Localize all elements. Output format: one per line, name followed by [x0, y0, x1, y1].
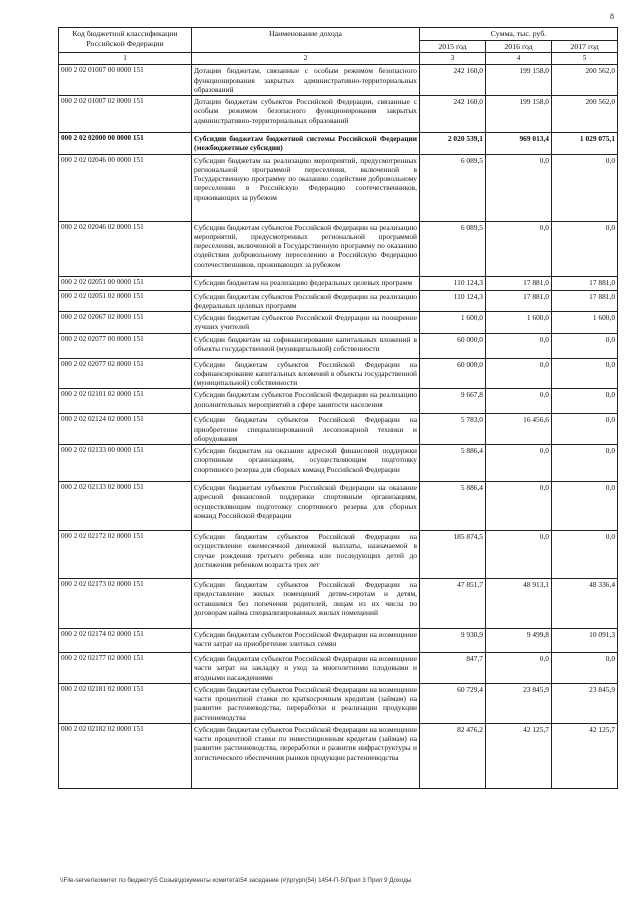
amount-2015: 1 600,0: [420, 312, 486, 334]
amount-2016: 17 881,0: [486, 276, 552, 290]
amount-2016: 9 499,8: [486, 629, 552, 653]
income-name: Субсидии бюджетам на реализацию мероприятий, предусмотренных региональной программой переселения, включенной в Государственную программу по оказанию содействия добровольному переселению в Российскую Федерацию соотечественников, проживающих за рубежом: [192, 154, 420, 221]
amount-2016: 17 881,0: [486, 290, 552, 312]
table-row: [59, 312, 618, 334]
amount-2017: 0,0: [552, 482, 618, 531]
classification-code: 000 2 02 02077 00 0000 151: [59, 333, 192, 358]
amount-2016: 1 600,0: [486, 312, 552, 334]
amount-2016: 48 913,1: [486, 579, 552, 629]
amount-2017: 0,0: [552, 154, 618, 221]
header-code: Код бюджетной классификации Российской Федерации: [59, 28, 192, 53]
amount-2017: 17 881,0: [552, 276, 618, 290]
column-numbers-row: [59, 53, 618, 65]
table-row: [59, 482, 618, 531]
amount-2017: 1 600,0: [552, 312, 618, 334]
table-row: [59, 65, 618, 96]
amount-2017: 0,0: [552, 333, 618, 358]
column-number: 5: [552, 53, 618, 65]
amount-2016: 0,0: [486, 482, 552, 531]
income-name: Субсидии бюджетам субъектов Российской Федерации на поощрение лучших учителей: [192, 312, 420, 334]
table-row: [59, 579, 618, 629]
amount-2015: 5 886,4: [420, 445, 486, 482]
amount-2015: 242 160,0: [420, 65, 486, 96]
income-name: Субсидии бюджетам субъектов Российской Федерации на возмещение части затрат на закладку и уход за многолетними плодовыми и ягодными насаждениями: [192, 653, 420, 684]
file-path-footer: \\File-server\комитет по бюджету\5 Созыв\документы комитета\54 заседание (#)\ргурп(54) 1454-П-5\Прил 3 Прил 9 Доходы: [60, 877, 412, 884]
header-sum: Сумма, тыс. руб.: [420, 28, 618, 41]
amount-2017: 17 881,0: [552, 290, 618, 312]
amount-2016: 0,0: [486, 154, 552, 221]
amount-2017: 200 562,0: [552, 65, 618, 96]
classification-code: 000 2 02 02067 02 0000 151: [59, 312, 192, 334]
amount-2016: 199 158,0: [486, 96, 552, 133]
amount-2017: 48 336,4: [552, 579, 618, 629]
amount-2015: 5 783,0: [420, 414, 486, 445]
classification-code: 000 2 02 02051 02 0000 151: [59, 290, 192, 312]
income-name: Субсидии бюджетам субъектов Российской Федерации на осуществление ежемесячной денежной выплаты, назначаемой в случае рождения третьего ребенка или последующих детей до достижения ребенком возраста трех лет: [192, 531, 420, 579]
table-row: [59, 653, 618, 684]
table-row: [59, 333, 618, 358]
header-name: Наименование дохода: [192, 28, 420, 53]
amount-2017: 1 029 075,1: [552, 133, 618, 155]
classification-code: 000 2 02 02174 02 0000 151: [59, 629, 192, 653]
classification-code: 000 2 02 02133 00 0000 151: [59, 445, 192, 482]
table-body: [59, 65, 618, 789]
amount-2015: 185 874,5: [420, 531, 486, 579]
amount-2017: 0,0: [552, 414, 618, 445]
income-name: Субсидии бюджетам субъектов Российской Федерации на возмещение части процентной ставки по инвестиционным кредитам (займам) на развитие растениеводства, переработки и развития инфраструктуры и логистического обеспечения рынков продукции растениеводства: [192, 723, 420, 788]
table-row: [59, 221, 618, 276]
amount-2017: 0,0: [552, 531, 618, 579]
amount-2016: 969 013,4: [486, 133, 552, 155]
table-row: [59, 445, 618, 482]
amount-2015: 110 124,3: [420, 290, 486, 312]
income-name: Субсидии бюджетам на реализацию федеральных целевых программ: [192, 276, 420, 290]
amount-2015: 9 930,9: [420, 629, 486, 653]
amount-2015: 60 729,4: [420, 683, 486, 723]
income-name: Субсидии бюджетам на оказание адресной финансовой поддержки спортивным организациям, осуществляющим подготовку спортивного резерва для сборных команд Российской Федерации: [192, 445, 420, 482]
amount-2016: 199 158,0: [486, 65, 552, 96]
income-name: Субсидии бюджетам субъектов Российской Федерации на возмещение части процентной ставки по краткосрочным кредитам (займам) на развитие растениеводства, переработки и реализации продукции растениеводства: [192, 683, 420, 723]
table-row: [59, 389, 618, 414]
amount-2015: 6 089,5: [420, 154, 486, 221]
amount-2016: 0,0: [486, 389, 552, 414]
table-row: [59, 414, 618, 445]
table-row: [59, 358, 618, 389]
classification-code: 000 2 02 01007 00 0000 151: [59, 65, 192, 96]
income-name: Субсидии бюджетам субъектов Российской Федерации на возмещение части затрат на приобретение элитных семян: [192, 629, 420, 653]
classification-code: 000 2 02 02101 02 0000 151: [59, 389, 192, 414]
amount-2016: 0,0: [486, 333, 552, 358]
income-name: Субсидии бюджетам субъектов Российской Федерации на предоставление жилых помещений детям-сиротам и детям, оставшимся без попечения родителей, лицам из их числа по договорам найма специализированных жилых помещений: [192, 579, 420, 629]
table-row: [59, 154, 618, 221]
classification-code: 000 2 02 01007 02 0000 151: [59, 96, 192, 133]
amount-2017: 10 091,3: [552, 629, 618, 653]
amount-2016: 23 845,9: [486, 683, 552, 723]
amount-2015: 5 886,4: [420, 482, 486, 531]
table-row: [59, 629, 618, 653]
classification-code: 000 2 02 02177 02 0000 151: [59, 653, 192, 684]
amount-2017: 200 562,0: [552, 96, 618, 133]
classification-code: 000 2 02 02046 02 0000 151: [59, 221, 192, 276]
income-name: Субсидии бюджетам субъектов Российской Федерации на реализацию федеральных целевых программ: [192, 290, 420, 312]
amount-2015: 60 000,0: [420, 358, 486, 389]
amount-2015: 110 124,3: [420, 276, 486, 290]
column-number: 3: [420, 53, 486, 65]
income-name: Субсидии бюджетам бюджетной системы Российской Федерации (межбюджетные субсидии): [192, 133, 420, 155]
amount-2017: 0,0: [552, 445, 618, 482]
income-name: Дотации бюджетам субъектов Российской Федерации, связанные с особым режимом безопасного функционирования закрытых административно-территориальных образований: [192, 96, 420, 133]
income-name: Субсидии бюджетам субъектов Российской Федерации на реализацию дополнительных мероприятий в сфере занятости населения: [192, 389, 420, 414]
classification-code: 000 2 02 02182 02 0000 151: [59, 723, 192, 788]
page-number: 8: [610, 12, 614, 21]
income-name: Дотации бюджетам, связанные с особым режимом безопасного функционирования закрытых административно-территориальных образований: [192, 65, 420, 96]
classification-code: 000 2 02 02181 02 0000 151: [59, 683, 192, 723]
header-year-2015: 2015 год: [420, 40, 486, 53]
table-row: [59, 133, 618, 155]
amount-2015: 242 160,0: [420, 96, 486, 133]
classification-code: 000 2 02 02077 02 0000 151: [59, 358, 192, 389]
header-year-2017: 2017 год: [552, 40, 618, 53]
amount-2016: 0,0: [486, 445, 552, 482]
classification-code: 000 2 02 02173 02 0000 151: [59, 579, 192, 629]
amount-2017: 23 845,9: [552, 683, 618, 723]
header-year-2016: 2016 год: [486, 40, 552, 53]
income-name: Субсидии бюджетам субъектов Российской Федерации на реализацию мероприятий, предусмотренных региональной программой переселения, включенной в Государственную программу по оказанию содействия добровольному переселению в Российскую Федерацию соотечественников, проживающих за рубежом: [192, 221, 420, 276]
income-name: Субсидии бюджетам субъектов Российской Федерации на софинансирование капитальных вложений в объекты государственной (муниципальной) собственности: [192, 358, 420, 389]
table-row: [59, 96, 618, 133]
classification-code: 000 2 02 02046 00 0000 151: [59, 154, 192, 221]
classification-code: 000 2 02 02124 02 0000 151: [59, 414, 192, 445]
amount-2015: 847,7: [420, 653, 486, 684]
amount-2016: 0,0: [486, 221, 552, 276]
income-name: Субсидии бюджетам субъектов Российской Федерации на приобретение специализированной лесопожарной техники и оборудования: [192, 414, 420, 445]
income-table: [58, 27, 618, 789]
table-row: [59, 683, 618, 723]
amount-2017: 0,0: [552, 653, 618, 684]
amount-2016: 0,0: [486, 653, 552, 684]
table-row: [59, 531, 618, 579]
amount-2016: 42 125,7: [486, 723, 552, 788]
column-number: 2: [192, 53, 420, 65]
income-name: Субсидии бюджетам на софинансирование капитальных вложений в объекты государственной (муниципальной) собственности: [192, 333, 420, 358]
income-name: Субсидии бюджетам субъектов Российской Федерации на оказание адресной финансовой поддержки спортивным организациям, осуществляющим подготовку спортивного резерва для сборных команд Российской Федерации: [192, 482, 420, 531]
amount-2017: 0,0: [552, 358, 618, 389]
table-row: [59, 276, 618, 290]
column-number: 1: [59, 53, 192, 65]
amount-2015: 82 476,2: [420, 723, 486, 788]
amount-2017: 0,0: [552, 221, 618, 276]
column-number: 4: [486, 53, 552, 65]
amount-2016: 0,0: [486, 531, 552, 579]
amount-2015: 2 020 539,1: [420, 133, 486, 155]
amount-2017: 42 125,7: [552, 723, 618, 788]
classification-code: 000 2 02 02133 02 0000 151: [59, 482, 192, 531]
amount-2015: 9 667,8: [420, 389, 486, 414]
amount-2016: 16 456,6: [486, 414, 552, 445]
amount-2015: 60 000,0: [420, 333, 486, 358]
amount-2016: 0,0: [486, 358, 552, 389]
table-row: [59, 290, 618, 312]
classification-code: 000 2 02 02172 02 0000 151: [59, 531, 192, 579]
classification-code: 000 2 02 02000 00 0000 151: [59, 133, 192, 155]
classification-code: 000 2 02 02051 00 0000 151: [59, 276, 192, 290]
amount-2015: 6 089,5: [420, 221, 486, 276]
amount-2017: 0,0: [552, 389, 618, 414]
table-row: [59, 723, 618, 788]
amount-2015: 47 851,7: [420, 579, 486, 629]
